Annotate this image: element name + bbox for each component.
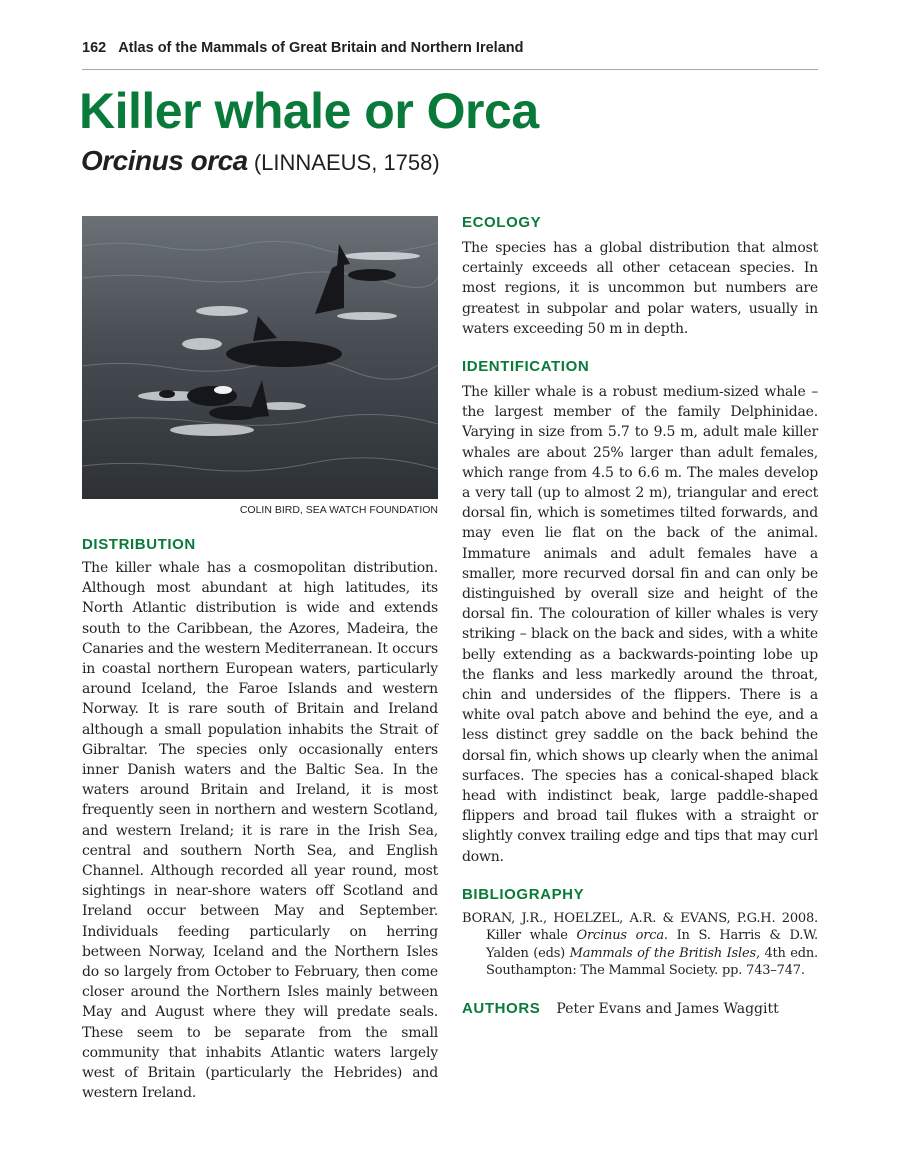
bibliography-heading: BIBLIOGRAPHY — [462, 885, 585, 903]
page-number: 162 — [82, 40, 107, 56]
orca-photo-illustration — [82, 216, 438, 499]
taxonomic-authority: (LINNAEUS, 1758) — [253, 150, 440, 175]
bibliography-species: Orcinus orca — [576, 928, 664, 944]
left-column — [82, 216, 438, 1103]
authors-heading: AUTHORS — [462, 999, 541, 1017]
right-column — [462, 214, 818, 1024]
orca-photo — [82, 216, 438, 499]
ecology-text: The species has a global distribution that almost certainly exceeds all other cetacean species. In most regions, it is uncommon but numbers are greatest in subpolar and polar waters, usually in waters exceeding 50 m in depth. — [462, 240, 818, 337]
page-title: Killer whale or Orca — [79, 83, 539, 139]
bibliography-book-title: Mammals of the British Isles — [569, 945, 756, 961]
bibliography-publisher: , 4th edn. Southampton: The Mammal Society. pp. 743–747. — [486, 945, 818, 979]
identification-heading: IDENTIFICATION — [462, 358, 590, 376]
distribution-heading: DISTRIBUTION — [82, 536, 196, 553]
photo-credit: COLIN BIRD, SEA WATCH FOUNDATION — [239, 504, 438, 516]
author-names: Peter Evans and James Waggitt — [556, 1000, 779, 1017]
identification-text: The killer whale is a robust medium-sized whale – the largest member of the family Delphinidae. Varying in size from 5.7 to 9.5 m, adult male killer whales are about 25% larger than adult females, which range from 4.5 to 6.6 m. The males develop a very tall (up to almost 2 m), triangular and erect dorsal fin, which is sometimes tilted forwards, and may even lie flat on the back of the animal. Immature animals and adult females have a smaller, more recurved dorsal fin and can only be distinguished by overall size and height of the dorsal fin. The colouration of killer whales is very striking – black on the back and sides, with a white belly extending as a backwards-pointing lobe up the flanks and less markedly around the throat, chin and undersides of the flippers. There is a white oval patch above and behind the eye, and a less distinct grey saddle on the back behind the dorsal fin, which shows up clearly when the animal surfaces. The species has a conical-shaped black head with indistinct beak, large paddle-shaped flippers and broad tail flukes with a straight or slightly convex trailing edge and tips that may curl down. — [462, 384, 818, 865]
book-title: Atlas of the Mammals of Great Britain and Northern Ireland — [118, 40, 524, 56]
ecology-heading: ECOLOGY — [462, 214, 542, 231]
running-head — [82, 40, 818, 70]
scientific-name — [81, 144, 440, 180]
bibliography-entry — [462, 910, 818, 980]
bibliography-authors: BORAN, J.R., HOELZEL, A.R. & EVANS, P.G.H. 2008. Killer whale — [462, 910, 818, 944]
authors-line — [462, 1000, 818, 1024]
binomial-name: Orcinus orca — [81, 145, 248, 176]
distribution-text: The killer whale has a cosmopolitan distribution. Although most abundant at high latitudes, its North Atlantic distribution is wide and extends south to the Caribbean, the Azores, Madeira, the Canaries and the western Mediterranean. It occurs in coastal northern European waters, particularly around Iceland, the Faroe Islands and western Norway. It is rare south of Britain and Ireland although a small population inhabits the Strait of Gibraltar. The species only occasionally enters inner Danish waters and the Baltic Sea. In the waters around Britain and Ireland, it is most frequently seen in northern and western Scotland, and western Ireland; it is rare in the Irish Sea, central and southern North Sea, and English Channel. Although recorded all year round, most sightings in near-shore waters off Scotland and Ireland occur between May and September. Individuals feeding particularly on herring between Norway, Iceland and the Northern Isles do so largely from October to February, then come closer around the Northern Isles mainly between May and August where they will predate seals. These seem to be separate from the small community that inhabits Atlantic waters largely west of Britain (particularly the Hebrides) and western Ireland. — [82, 560, 438, 1102]
bibliography-editors: . In S. Harris & D.W. Yalden (eds) — [486, 928, 818, 961]
